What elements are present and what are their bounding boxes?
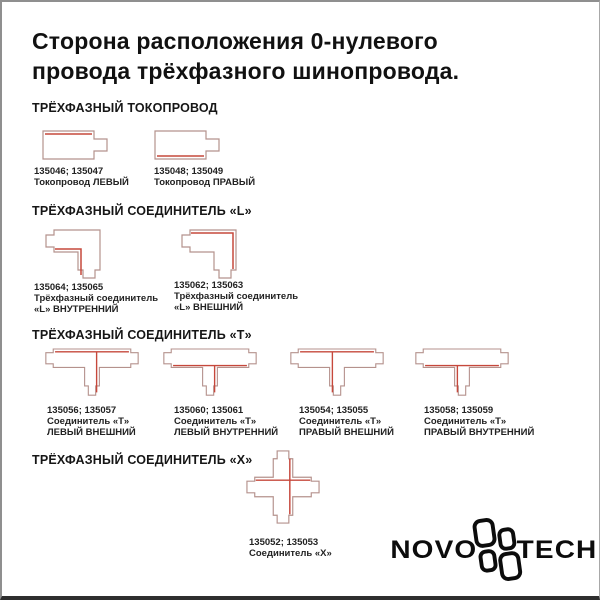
section-header-t-connector: ТРЁХФАЗНЫЙ СОЕДИНИТЕЛЬ «Т» (32, 328, 252, 342)
item-label (174, 280, 298, 313)
logo-text-right: TECH (516, 535, 598, 564)
track-left-icon (42, 130, 108, 160)
item-name: ПРАВЫЙ ВНУТРЕННИЙ (424, 427, 535, 438)
x-connector-icon (245, 449, 321, 525)
item-name: Соединитель «Т» (47, 416, 130, 427)
item-name: «L» ВНУТРЕННИЙ (34, 304, 119, 315)
item-name: Соединитель «Т» (174, 416, 257, 427)
item-codes: 135048; 135049 (154, 166, 224, 177)
item-codes: 135058; 135059 (424, 405, 494, 416)
t-connector-left-inner-icon (162, 347, 258, 399)
item-label (154, 166, 255, 188)
section-header-track: ТРЁХФАЗНЫЙ ТОКОПРОВОД (32, 101, 218, 115)
item-name: Соединитель «Х» (249, 548, 332, 559)
item-codes: 135062; 135063 (174, 280, 244, 291)
item-name: ЛЕВЫЙ ВНЕШНИЙ (47, 427, 136, 438)
novotech-petals-icon (471, 512, 523, 588)
track-right-icon (154, 130, 220, 160)
item-name: Соединитель «Т» (299, 416, 382, 427)
item-label (249, 537, 332, 559)
item-codes: 135064; 135065 (34, 282, 104, 293)
l-connector-inner-icon (44, 228, 102, 280)
item-name: Трёхфазный соединитель (34, 293, 159, 304)
item-name: Токопровод ПРАВЫЙ (154, 177, 256, 188)
l-connector-outer-icon (180, 228, 238, 280)
logo-text-left: NOVO (390, 535, 478, 564)
item-label (34, 166, 129, 188)
item-codes: 135052; 135053 (249, 537, 319, 548)
t-connector-left-outer-icon (44, 347, 140, 399)
t-connector-right-outer-icon (289, 347, 385, 399)
page-title-line1: Сторона расположения 0-нулевого (32, 28, 438, 54)
item-name: Токопровод ЛЕВЫЙ (34, 177, 129, 188)
page-title-line2: провода трёхфазного шинопровода. (32, 58, 460, 84)
item-name: Соединитель «Т» (424, 416, 507, 427)
item-label (299, 405, 394, 438)
section-header-l-connector: ТРЁХФАЗНЫЙ СОЕДИНИТЕЛЬ «L» (32, 204, 252, 218)
item-label (34, 282, 158, 315)
item-name: «L» ВНЕШНИЙ (174, 302, 244, 313)
item-name: ПРАВЫЙ ВНЕШНИЙ (299, 427, 394, 438)
item-name: Трёхфазный соединитель (174, 291, 299, 302)
item-codes: 135046; 135047 (34, 166, 104, 177)
item-label (47, 405, 136, 438)
item-codes: 135056; 135057 (47, 405, 117, 416)
item-name: ЛЕВЫЙ ВНУТРЕННИЙ (174, 427, 279, 438)
item-codes: 135054; 135055 (299, 405, 369, 416)
page-title (32, 26, 459, 86)
item-label (174, 405, 278, 438)
section-header-x-connector: ТРЁХФАЗНЫЙ СОЕДИНИТЕЛЬ «Х» (32, 453, 253, 467)
item-label (424, 405, 534, 438)
item-codes: 135060; 135061 (174, 405, 244, 416)
t-connector-right-inner-icon (414, 347, 510, 399)
novotech-logo (390, 510, 598, 590)
